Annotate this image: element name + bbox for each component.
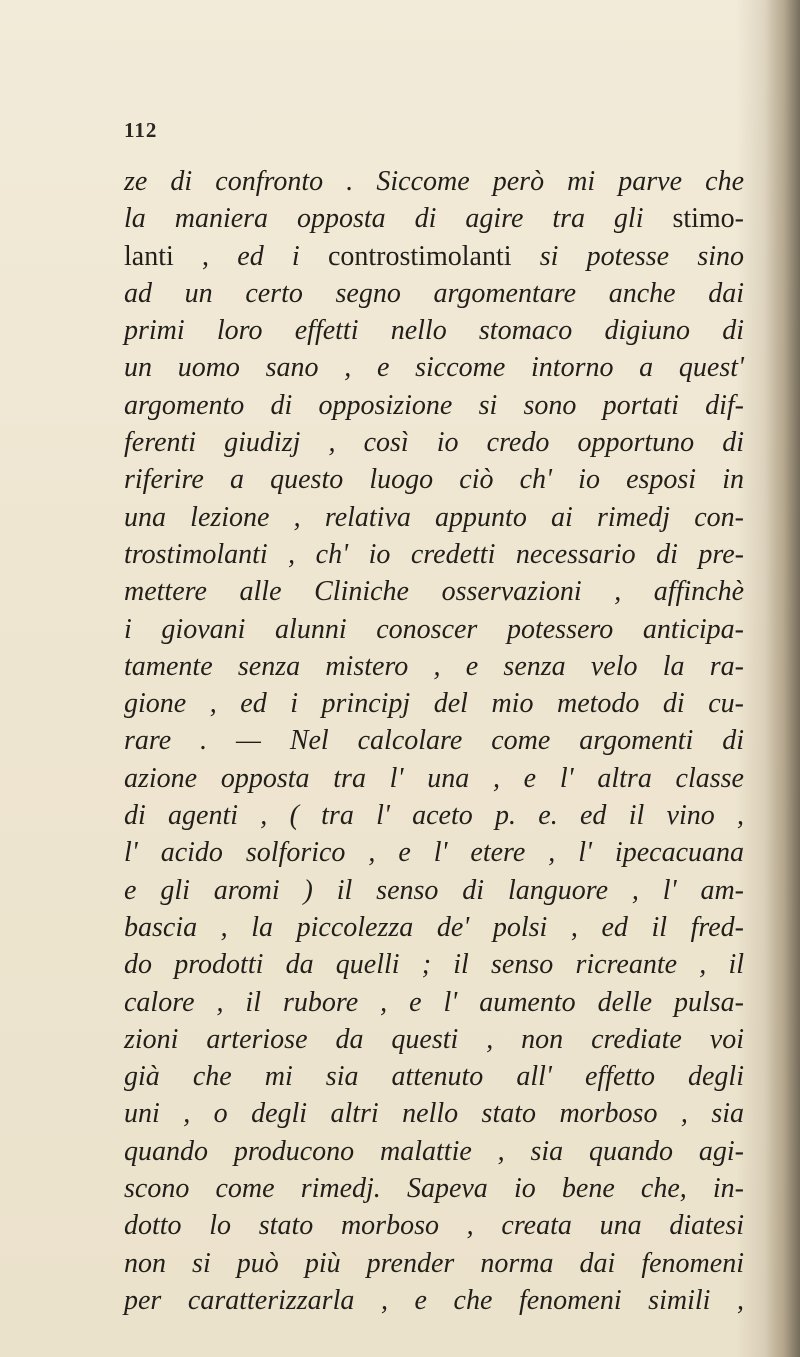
text-line — [124, 1170, 744, 1207]
text-line — [124, 424, 744, 461]
text-run: la maniera opposta di agire tra gli — [124, 203, 673, 235]
text-run: ed i — [237, 240, 328, 272]
text-line — [124, 834, 744, 871]
text-run: quando producono malattie , sia quando agi- — [124, 1135, 744, 1167]
text-run: zioni arteriose da questi , non crediate voi — [124, 1023, 744, 1055]
text-run: già che mi sia attenuto all' effetto degli — [124, 1061, 744, 1093]
text-run: un uomo sano , e siccome intorno a quest' — [124, 352, 744, 384]
text-run: e gli aromi ) il senso di languore , l' am- — [124, 874, 744, 906]
text-line — [124, 312, 744, 349]
text-line — [124, 536, 744, 573]
text-line — [124, 1282, 744, 1319]
text-line — [124, 611, 744, 648]
text-line — [124, 648, 744, 685]
text-run: argomento di opposizione si sono portati dif- — [124, 389, 744, 421]
text-line — [124, 499, 744, 536]
text-line — [124, 722, 744, 759]
text-line — [124, 797, 744, 834]
text-line — [124, 1021, 744, 1058]
text-line — [124, 1058, 744, 1095]
body-text — [124, 163, 744, 1319]
text-run: controstimolanti — [327, 240, 540, 272]
text-line — [124, 984, 744, 1021]
page-number: 112 — [124, 118, 158, 142]
text-run: si potesse sino — [539, 240, 745, 272]
text-line — [124, 1133, 744, 1170]
text-run: di agenti , ( tra l' aceto p. e. ed il vino , — [124, 800, 744, 832]
text-run: riferire a questo luogo ciò ch' io esposi in — [124, 464, 744, 496]
text-run: gione , ed i principj del mio metodo di cu- — [124, 688, 744, 720]
text-line — [124, 909, 744, 946]
text-run: ferenti giudizj , così io credo opportuno di — [124, 427, 744, 459]
text-run: stimo- — [672, 203, 744, 235]
text-line — [124, 1245, 744, 1282]
text-run: mettere alle Cliniche osservazioni , affinchè — [124, 576, 744, 608]
text-run: l' acido solforico , e l' etere , l' ipecacuana — [124, 837, 744, 869]
text-line — [124, 163, 744, 200]
text-line — [124, 238, 744, 275]
text-run: uni , o degli altri nello stato morboso , sia — [124, 1098, 744, 1130]
page-gutter-shadow — [764, 0, 800, 1357]
text-run: ad un certo segno argomentare anche dai — [124, 277, 744, 309]
text-line — [124, 685, 744, 722]
text-run: tamente senza mistero , e senza velo la ra- — [124, 650, 744, 682]
text-line — [124, 387, 744, 424]
text-run: azione opposta tra l' una , e l' altra classe — [124, 762, 744, 794]
text-line — [124, 349, 744, 386]
text-line — [124, 1095, 744, 1132]
text-run: scono come rimedj. Sapeva io bene che, in- — [124, 1173, 744, 1205]
text-run: lanti , — [124, 240, 238, 272]
text-run: do prodotti da quelli ; il senso ricreante , il — [124, 949, 744, 981]
text-line — [124, 200, 744, 237]
text-run: per caratterizzarla , e che fenomeni simili , — [124, 1284, 744, 1316]
text-run: dotto lo stato morboso , creata una diatesi — [124, 1210, 744, 1242]
text-run: ze di confronto . Siccome però mi parve che — [124, 166, 744, 197]
text-run: i giovani alunni conoscer potessero anticipa- — [124, 613, 744, 645]
text-run: primi loro effetti nello stomaco digiuno di — [124, 315, 744, 347]
text-run: non si può più prender norma dai fenomeni — [124, 1247, 744, 1279]
text-run: una lezione , relativa appunto ai rimedj con- — [124, 501, 744, 533]
text-line — [124, 461, 744, 498]
text-run: calore , il rubore , e l' aumento delle pulsa- — [124, 986, 744, 1018]
text-run: trostimolanti , ch' io credetti necessario di pre- — [124, 538, 744, 570]
text-run: bascia , la piccolezza de' polsi , ed il fred- — [124, 911, 744, 943]
text-line — [124, 573, 744, 610]
text-line — [124, 760, 744, 797]
text-line — [124, 275, 744, 312]
text-line — [124, 946, 744, 983]
text-line — [124, 872, 744, 909]
text-line — [124, 1207, 744, 1244]
text-run: rare . — Nel calcolare come argomenti di — [124, 725, 744, 757]
